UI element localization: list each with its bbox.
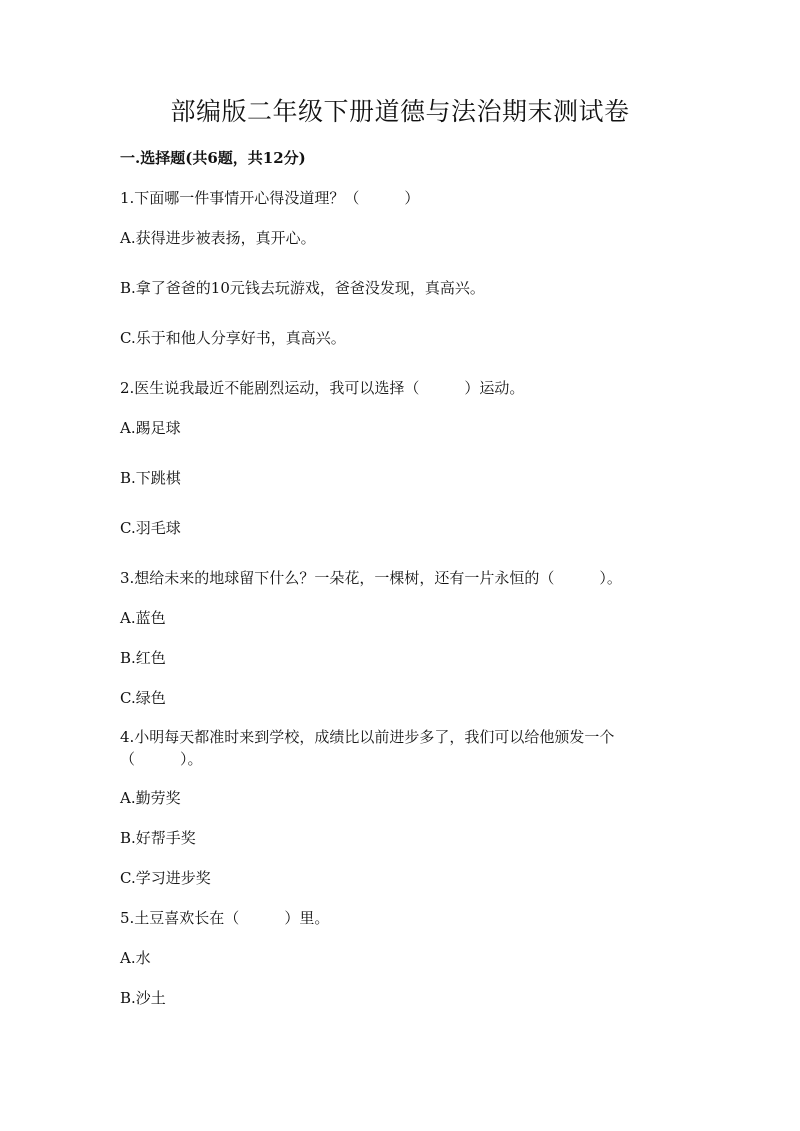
- question-5-option-b: B.沙土: [120, 989, 166, 1007]
- section-heading: 一.选择题(共6题，共12分): [120, 149, 306, 167]
- question-3-option-c: C.绿色: [120, 689, 166, 707]
- question-2-stem: 2.医生说我最近不能剧烈运动，我可以选择（ ）运动。: [120, 379, 525, 397]
- question-4-option-b: B.好帮手奖: [120, 829, 196, 847]
- question-4-stem: 4.小明每天都准时来到学校，成绩比以前进步多了，我们可以给他颁发一个（ ）。: [120, 728, 615, 768]
- question-2-option-c: C.羽毛球: [120, 519, 181, 537]
- question-2-option-a: A.踢足球: [120, 419, 181, 437]
- question-3-option-b: B.红色: [120, 649, 166, 667]
- question-4-option-c: C.学习进步奖: [120, 869, 211, 887]
- question-4-option-a: A.勤劳奖: [120, 789, 181, 807]
- question-1-stem: 1.下面哪一件事情开心得没道理？（ ）: [120, 189, 420, 207]
- question-1-option-c: C.乐于和他人分享好书，真高兴。: [120, 329, 346, 347]
- question-1-option-b: B.拿了爸爸的10元钱去玩游戏，爸爸没发现，真高兴。: [120, 279, 485, 297]
- question-5-option-a: A.水: [120, 949, 151, 967]
- page-title: 部编版二年级下册道德与法治期末测试卷: [170, 97, 630, 126]
- question-1-option-a: A.获得进步被表扬，真开心。: [120, 229, 316, 247]
- question-3-option-a: A.蓝色: [120, 609, 166, 627]
- question-5-stem: 5.土豆喜欢长在（ ）里。: [120, 909, 330, 927]
- question-3-stem: 3.想给未来的地球留下什么？一朵花，一棵树，还有一片永恒的（ ）。: [120, 569, 622, 587]
- question-2-option-b: B.下跳棋: [120, 469, 181, 487]
